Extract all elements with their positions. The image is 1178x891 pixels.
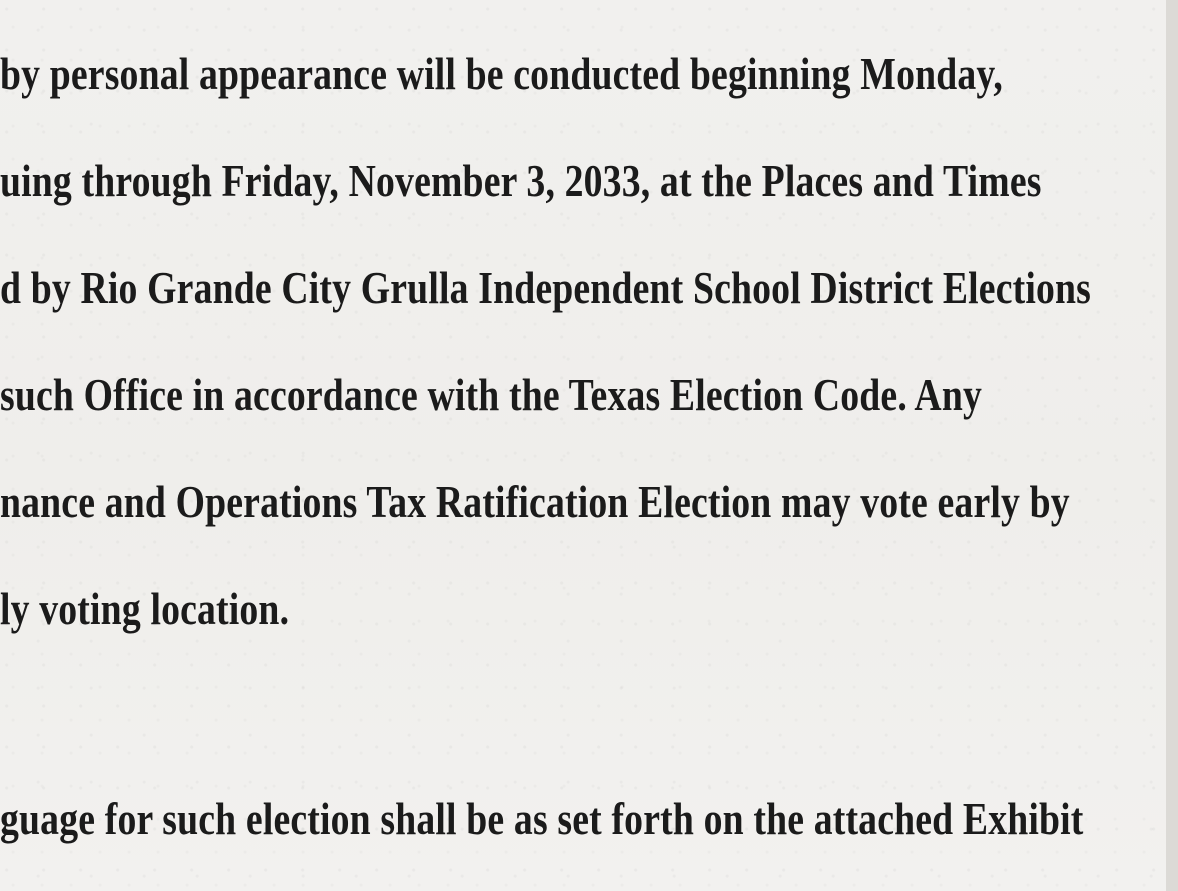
text-line-3: d by Rio Grande City Grulla Independent School District Elections [0, 262, 1091, 313]
page-edge [1166, 0, 1178, 891]
text-line-4: such Office in accordance with the Texas Election Code. Any [0, 369, 983, 420]
text-line-6: ly voting location. [0, 583, 290, 634]
text-line-1: by personal appearance will be conducted beginning Monday, [0, 48, 1003, 99]
text-line-2: uing through Friday, November 3, 2033, at the Places and Times [0, 155, 1042, 206]
text-line-7: guage for such election shall be as set forth on the attached Exhibit [0, 793, 1084, 844]
text-line-5: nance and Operations Tax Ratification Election may vote early by [0, 476, 1070, 527]
